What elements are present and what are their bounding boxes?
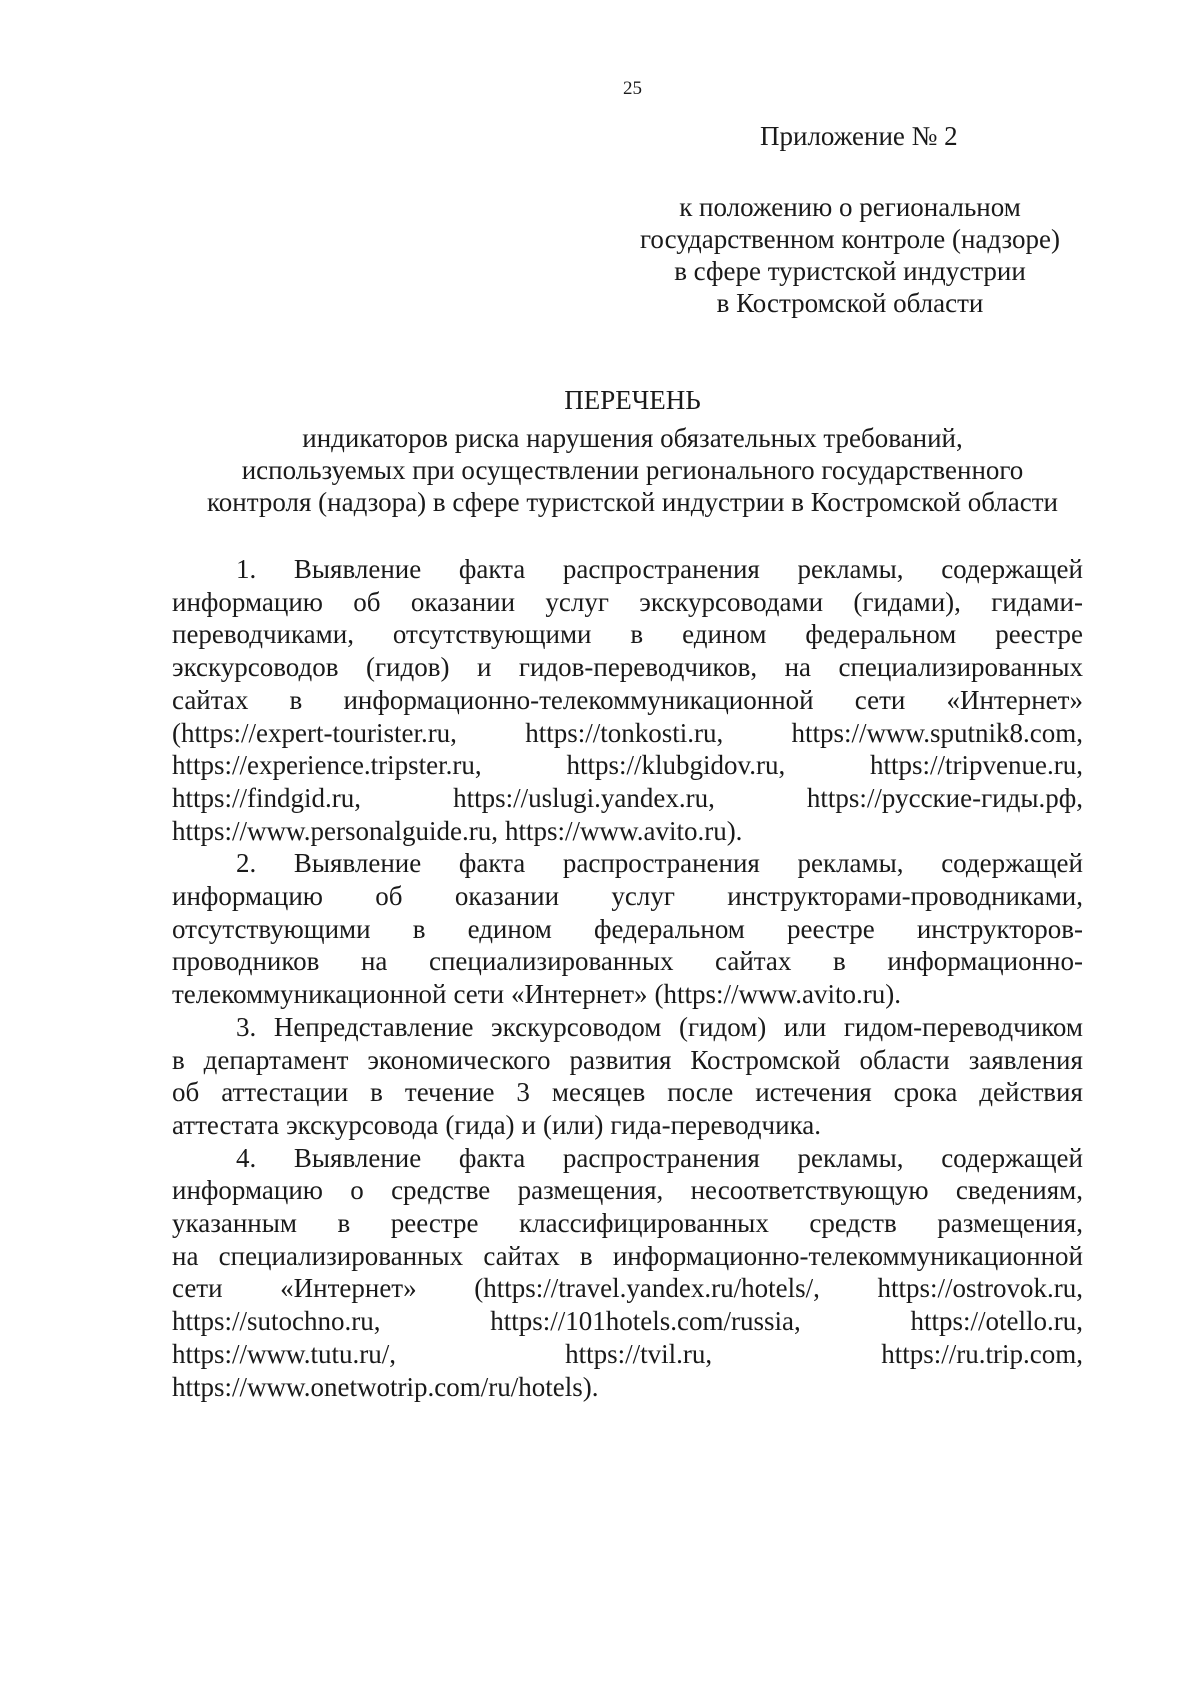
indicator-line bbox=[172, 651, 1083, 684]
indicator-line bbox=[172, 782, 1083, 815]
indicator-line bbox=[172, 684, 1083, 717]
indicator-line bbox=[172, 1142, 1083, 1175]
word: (https://travel.yandex.ru/hotels/, bbox=[474, 1273, 820, 1304]
word: (гидами), bbox=[853, 586, 961, 617]
word: Выявление bbox=[293, 554, 422, 584]
word: сети bbox=[854, 684, 906, 715]
word: информацию bbox=[172, 881, 323, 912]
word: или bbox=[783, 1011, 827, 1042]
word: https://www.tutu.ru/, bbox=[172, 1338, 397, 1369]
word: в bbox=[289, 684, 303, 715]
word: и bbox=[521, 1109, 536, 1140]
word: https://uslugi.yandex.ru, bbox=[453, 782, 715, 813]
word: Непредставление bbox=[273, 1011, 474, 1042]
word: информационно- bbox=[887, 946, 1083, 977]
word: Костромской bbox=[690, 1044, 841, 1075]
word: средстве bbox=[391, 1175, 491, 1206]
word: гидов-переводчиков, bbox=[518, 652, 758, 683]
word: и bbox=[476, 652, 492, 683]
word: https://tripvenue.ru, bbox=[870, 750, 1083, 781]
word: факта bbox=[458, 848, 526, 879]
word: срока bbox=[893, 1077, 958, 1108]
word: сайтах bbox=[483, 1240, 560, 1271]
indicator-line bbox=[172, 1305, 1083, 1338]
word: гидом-переводчиком bbox=[843, 1011, 1083, 1042]
word: 1. bbox=[236, 554, 257, 584]
word: https://experience.tripster.ru, bbox=[172, 750, 482, 781]
indicator-line bbox=[172, 1338, 1083, 1371]
word: аттестата bbox=[172, 1109, 280, 1140]
word: рекламы, bbox=[797, 1142, 904, 1173]
word: экскурсовода bbox=[286, 1109, 439, 1140]
word: об bbox=[353, 586, 381, 617]
word: https://sutochno.ru, bbox=[172, 1306, 381, 1337]
word: отсутствующими bbox=[172, 913, 371, 944]
indicator-line bbox=[172, 1207, 1083, 1240]
word: федеральном bbox=[594, 913, 745, 944]
word: https://findgid.ru, bbox=[172, 782, 361, 813]
word: https://www.onetwotrip.com/ru/hotels). bbox=[172, 1371, 599, 1402]
word: в bbox=[630, 619, 644, 650]
word: об bbox=[375, 881, 403, 912]
word: области bbox=[859, 1044, 950, 1075]
word: рекламы, bbox=[797, 848, 904, 879]
word: в bbox=[172, 1044, 185, 1075]
word: «Интернет» bbox=[946, 684, 1083, 715]
word: в bbox=[579, 1240, 593, 1271]
word: Выявление bbox=[293, 1142, 422, 1173]
word: информационно-телекоммуникационной bbox=[612, 1240, 1083, 1271]
indicator-line bbox=[172, 1272, 1083, 1305]
word: https://otello.ru, bbox=[910, 1306, 1083, 1337]
word: после bbox=[667, 1077, 734, 1108]
indicator-line bbox=[172, 553, 1083, 586]
word: экскурсоводами bbox=[639, 586, 824, 617]
indicator-line bbox=[172, 1076, 1083, 1109]
word: оказании bbox=[454, 881, 560, 912]
indicator-line bbox=[172, 815, 1083, 848]
word: в bbox=[337, 1208, 351, 1239]
word: https://www.avito.ru). bbox=[504, 815, 743, 846]
document-heading: ПЕРЕЧЕНЬ bbox=[564, 385, 701, 415]
indicator-line bbox=[172, 945, 1083, 978]
word: сети bbox=[453, 979, 505, 1010]
indicator-line bbox=[172, 847, 1083, 880]
regulation-reference-line: к положению о региональном bbox=[679, 192, 1021, 222]
word: распространения bbox=[562, 1142, 760, 1173]
word: гида-переводчика. bbox=[610, 1109, 822, 1140]
word: факта bbox=[458, 1142, 526, 1173]
word: размещения, bbox=[517, 1175, 664, 1206]
subheading-line: индикаторов риска нарушения обязательных требований, bbox=[302, 423, 963, 453]
word: специализированных bbox=[218, 1240, 464, 1271]
word: инструкторов- bbox=[916, 913, 1083, 944]
word: экскурсоводов bbox=[172, 652, 339, 683]
word: сайтах bbox=[715, 946, 792, 977]
regulation-reference bbox=[620, 191, 1080, 319]
word: на bbox=[784, 652, 811, 683]
word: на bbox=[172, 1240, 199, 1271]
regulation-reference-line: государственном контроле (надзоре) bbox=[640, 224, 1060, 254]
word: оказании bbox=[410, 586, 516, 617]
word: реестре bbox=[390, 1208, 479, 1239]
word: реестре bbox=[995, 619, 1083, 650]
word: едином bbox=[467, 913, 552, 944]
word: 3 bbox=[516, 1077, 530, 1108]
word: едином bbox=[682, 619, 767, 650]
word: 3. bbox=[236, 1011, 257, 1042]
indicator-line bbox=[172, 1174, 1083, 1207]
indicator-line bbox=[172, 1011, 1083, 1044]
word: (гида) bbox=[445, 1109, 515, 1140]
word: специализированных bbox=[428, 946, 674, 977]
indicator-list bbox=[172, 553, 1083, 1403]
indicator-item bbox=[172, 847, 1083, 1011]
word: https://tonkosti.ru, bbox=[525, 717, 724, 748]
word: федеральном bbox=[805, 619, 957, 650]
indicator-line bbox=[172, 1371, 1083, 1404]
word: https://www.personalguide.ru, bbox=[172, 815, 498, 846]
word: https://klubgidov.ru, bbox=[566, 750, 786, 781]
word: департамент bbox=[203, 1044, 349, 1075]
word: (гидом) bbox=[678, 1011, 767, 1042]
word: экономического bbox=[367, 1044, 551, 1075]
word: https://101hotels.com/russia, bbox=[490, 1306, 801, 1337]
word: содержащей bbox=[941, 1142, 1083, 1173]
word: в bbox=[412, 913, 426, 944]
word: 4. bbox=[236, 1142, 257, 1173]
word: развития bbox=[569, 1044, 672, 1075]
word: месяцев bbox=[551, 1077, 646, 1108]
word: https://ostrovok.ru, bbox=[877, 1273, 1083, 1304]
indicator-line bbox=[172, 717, 1083, 750]
word: инструкторами-проводниками, bbox=[727, 881, 1083, 912]
word: средств bbox=[809, 1208, 897, 1239]
indicator-line bbox=[172, 880, 1083, 913]
page-number: 25 bbox=[623, 78, 642, 99]
word: телекоммуникационной bbox=[172, 979, 447, 1010]
word: https://русские-гиды.рф, bbox=[806, 782, 1083, 813]
word: действия bbox=[979, 1077, 1083, 1108]
indicator-line bbox=[172, 618, 1083, 651]
word: сведениям, bbox=[955, 1175, 1083, 1206]
word: распространения bbox=[562, 848, 760, 879]
indicator-item bbox=[172, 1142, 1083, 1404]
word: отсутствующими bbox=[392, 619, 592, 650]
word: истечения bbox=[755, 1077, 872, 1108]
word: содержащей bbox=[941, 848, 1083, 879]
word: переводчиками, bbox=[172, 619, 354, 650]
word: информацию bbox=[172, 586, 323, 617]
word: гидами- bbox=[991, 586, 1083, 617]
subheading-line: используемых при осуществлении регионального государственного bbox=[241, 455, 1024, 485]
subheading-line: контроля (надзора) в сфере туристской индустрии в Костромской области bbox=[207, 487, 1058, 517]
word: заявления bbox=[968, 1044, 1083, 1075]
word: рекламы, bbox=[797, 554, 904, 584]
indicator-line bbox=[172, 978, 1083, 1011]
word: распространения bbox=[562, 554, 760, 584]
regulation-reference-line: в сфере туристской индустрии bbox=[674, 256, 1026, 286]
word: информационно-телекоммуникационной bbox=[343, 684, 814, 715]
word: проводников bbox=[172, 946, 320, 977]
word: классифицированных bbox=[519, 1208, 769, 1239]
word: размещения, bbox=[937, 1208, 1083, 1239]
indicator-line bbox=[172, 749, 1083, 782]
word: в bbox=[370, 1077, 383, 1108]
regulation-reference-line: в Костромской области bbox=[716, 288, 984, 318]
word: экскурсоводом bbox=[491, 1011, 662, 1042]
word: указанным bbox=[172, 1208, 297, 1239]
document-subheading bbox=[170, 422, 1095, 518]
indicator-item bbox=[172, 553, 1083, 847]
word: течение bbox=[404, 1077, 495, 1108]
word: несоответствующую bbox=[690, 1175, 929, 1206]
word: (https://expert-tourister.ru, bbox=[172, 717, 457, 748]
word: https://www.sputnik8.com, bbox=[791, 717, 1083, 748]
word: факта bbox=[458, 554, 526, 584]
indicator-line bbox=[172, 1044, 1083, 1077]
word: 2. bbox=[236, 848, 257, 879]
word: информацию bbox=[172, 1175, 323, 1206]
word: https://tvil.ru, bbox=[565, 1338, 713, 1369]
word: (https://www.avito.ru). bbox=[654, 979, 901, 1010]
indicator-line bbox=[172, 1109, 1083, 1142]
appendix-title: Приложение № 2 bbox=[760, 121, 958, 151]
word: реестре bbox=[787, 913, 875, 944]
word: о bbox=[350, 1175, 364, 1206]
word: https://ru.trip.com, bbox=[881, 1338, 1083, 1369]
word: (или) bbox=[543, 1109, 604, 1140]
word: об bbox=[172, 1077, 200, 1108]
indicator-line bbox=[172, 1240, 1083, 1273]
indicator-line bbox=[172, 913, 1083, 946]
word: сети bbox=[172, 1273, 223, 1304]
word: услуг bbox=[545, 586, 609, 617]
word: услуг bbox=[611, 881, 675, 912]
word: аттестации bbox=[221, 1077, 349, 1108]
word: содержащей bbox=[941, 554, 1083, 584]
word: специализированных bbox=[838, 652, 1083, 683]
word: на bbox=[360, 946, 388, 977]
word: «Интернет» bbox=[280, 1273, 417, 1304]
indicator-item bbox=[172, 1011, 1083, 1142]
word: сайтах bbox=[172, 684, 249, 715]
word: (гидов) bbox=[365, 652, 450, 683]
word: в bbox=[832, 946, 846, 977]
indicator-line bbox=[172, 586, 1083, 619]
word: «Интернет» bbox=[511, 979, 648, 1010]
word: Выявление bbox=[293, 848, 422, 879]
